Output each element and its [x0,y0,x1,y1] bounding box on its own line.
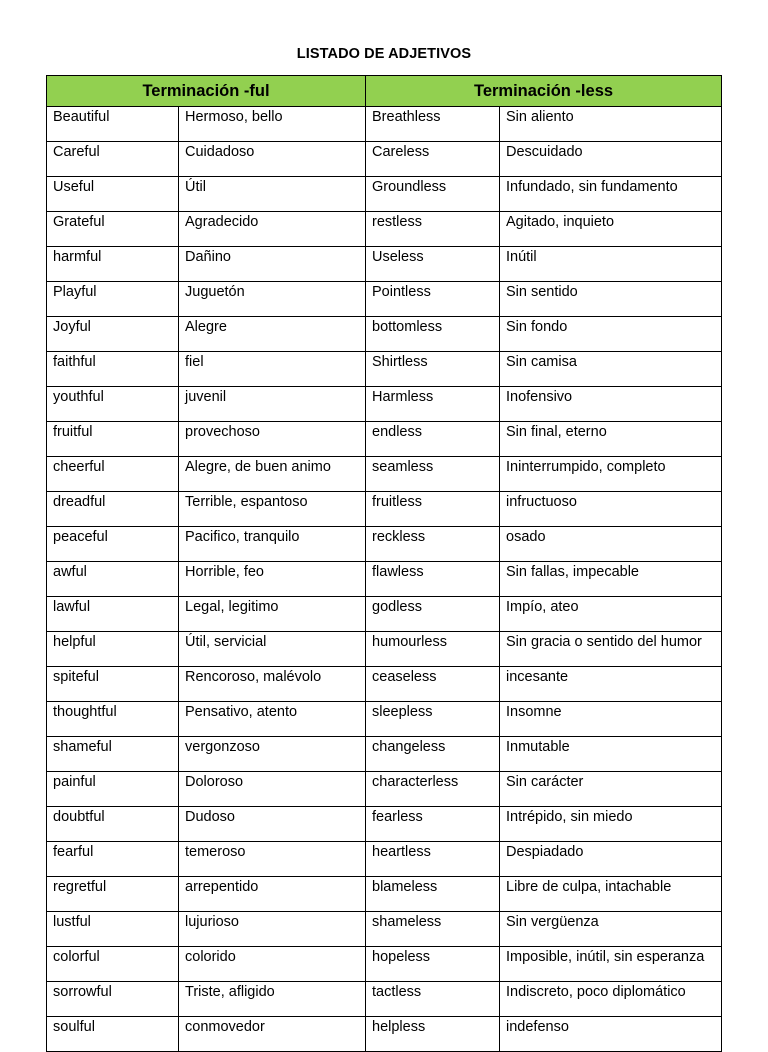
less-translation-cell [500,667,722,702]
table-row [47,877,722,912]
ful-translation-text: Dudoso [185,809,235,825]
table-row [47,247,722,282]
less-adjective-text: heartless [372,844,431,860]
header-less-ending: Terminación -less [366,76,722,107]
ful-translation-text: Pacifico, tranquilo [185,529,300,545]
ful-translation-text: Alegre, de buen animo [185,459,331,475]
table-row [47,492,722,527]
ful-adjective-cell [47,772,179,807]
less-translation-text: Sin camisa [506,354,577,370]
ful-translation-cell [179,212,366,247]
less-translation-cell [500,387,722,422]
table-row [47,457,722,492]
less-translation-text: Insomne [506,704,562,720]
less-adjective-text: blameless [372,879,438,895]
less-translation-cell [500,317,722,352]
ful-translation-cell [179,912,366,947]
ful-translation-text: Agradecido [185,214,259,230]
ful-adjective-text: Useful [53,179,95,195]
ful-adjective-cell [47,632,179,667]
ful-translation-cell [179,877,366,912]
less-adjective-text: endless [372,424,422,440]
less-adjective-text: Groundless [372,179,447,195]
less-adjective-cell [366,597,500,632]
ful-adjective-text: doubtful [53,809,105,825]
table-row [47,352,722,387]
less-translation-text: Sin aliento [506,109,574,125]
less-translation-cell [500,527,722,562]
table-row [47,772,722,807]
ful-translation-cell [179,247,366,282]
ful-adjective-text: Joyful [53,319,91,335]
less-adjective-text: flawless [372,564,424,580]
less-translation-text: Inmutable [506,739,570,755]
table-row [47,982,722,1017]
ful-translation-text: Terrible, espantoso [185,494,308,510]
ful-adjective-cell [47,912,179,947]
ful-translation-cell [179,632,366,667]
ful-adjective-cell [47,877,179,912]
less-adjective-cell [366,1017,500,1052]
table-row [47,597,722,632]
less-translation-text: Ininterrumpido, completo [506,459,666,475]
ful-translation-cell [179,737,366,772]
less-adjective-text: tactless [372,984,422,1000]
less-translation-text: Despiadado [506,844,584,860]
ful-adjective-text: colorful [53,949,100,965]
less-adjective-cell [366,982,500,1017]
ful-adjective-text: lawful [53,599,91,615]
ful-translation-text: Legal, legitimo [185,599,279,615]
less-adjective-text: restless [372,214,422,230]
less-translation-text: Sin gracia o sentido del humor [506,634,702,650]
ful-adjective-text: fruitful [53,424,93,440]
less-adjective-cell [366,562,500,597]
ful-translation-cell [179,352,366,387]
ful-adjective-cell [47,457,179,492]
ful-translation-text: Pensativo, atento [185,704,298,720]
ful-adjective-cell [47,422,179,457]
less-adjective-text: Shirtless [372,354,428,370]
ful-adjective-text: awful [53,564,87,580]
ful-adjective-text: peaceful [53,529,108,545]
less-translation-cell [500,877,722,912]
ful-translation-cell [179,772,366,807]
less-translation-text: Sin carácter [506,774,584,790]
less-translation-cell [500,737,722,772]
ful-adjective-cell [47,597,179,632]
table-row [47,282,722,317]
less-adjective-text: ceaseless [372,669,437,685]
table-row [47,842,722,877]
ful-adjective-text: Beautiful [53,109,110,125]
ful-adjective-cell [47,702,179,737]
ful-translation-cell [179,177,366,212]
less-adjective-cell [366,492,500,527]
table-row [47,212,722,247]
less-adjective-text: shameless [372,914,442,930]
less-adjective-cell [366,422,500,457]
ful-adjective-text: sorrowful [53,984,112,1000]
less-adjective-text: characterless [372,774,459,790]
table-row [47,702,722,737]
ful-translation-text: fiel [185,354,204,370]
less-adjective-cell [366,737,500,772]
less-translation-text: Descuidado [506,144,583,160]
less-translation-cell [500,912,722,947]
less-translation-text: Impío, ateo [506,599,579,615]
ful-translation-text: vergonzoso [185,739,260,755]
ful-adjective-cell [47,352,179,387]
less-adjective-cell [366,877,500,912]
less-translation-text: incesante [506,669,569,685]
page-title: LISTADO DE ADJETIVOS [296,46,472,62]
table-row [47,632,722,667]
less-adjective-text: helpless [372,1019,426,1035]
ful-adjective-text: dreadful [53,494,106,510]
ful-translation-text: Útil [185,179,206,195]
ful-translation-text: conmovedor [185,1019,265,1035]
ful-translation-cell [179,842,366,877]
less-translation-cell [500,142,722,177]
less-translation-text: Indiscreto, poco diplomático [506,984,686,1000]
ful-adjective-text: soulful [53,1019,95,1035]
ful-adjective-text: painful [53,774,96,790]
ful-translation-cell [179,597,366,632]
table-row [47,387,722,422]
ful-translation-text: Doloroso [185,774,244,790]
ful-translation-cell [179,282,366,317]
less-translation-cell [500,212,722,247]
less-translation-cell [500,492,722,527]
less-adjective-cell [366,772,500,807]
less-translation-cell [500,352,722,387]
table-row [47,737,722,772]
ful-adjective-cell [47,947,179,982]
ful-translation-cell [179,317,366,352]
less-translation-cell [500,422,722,457]
less-adjective-text: Useless [372,249,424,265]
ful-translation-cell [179,702,366,737]
less-adjective-cell [366,387,500,422]
ful-adjective-cell [47,107,179,142]
ful-adjective-cell [47,807,179,842]
less-translation-text: Sin fondo [506,319,568,335]
table-body [47,107,722,1052]
ful-translation-text: temeroso [185,844,246,860]
ful-translation-text: Juguetón [185,284,245,300]
ful-translation-text: Triste, afligido [185,984,275,1000]
less-adjective-cell [366,142,500,177]
ful-adjective-text: cheerful [53,459,105,475]
ful-translation-text: Hermoso, bello [185,109,283,125]
less-translation-cell [500,807,722,842]
ful-translation-text: provechoso [185,424,260,440]
less-adjective-text: reckless [372,529,426,545]
less-translation-cell [500,107,722,142]
less-adjective-text: humourless [372,634,447,650]
less-adjective-cell [366,352,500,387]
ful-adjective-cell [47,737,179,772]
less-adjective-text: changeless [372,739,446,755]
less-adjective-text: Careless [372,144,430,160]
ful-adjective-text: harmful [53,249,102,265]
ful-adjective-text: spiteful [53,669,99,685]
ful-adjective-cell [47,667,179,702]
ful-translation-text: arrepentido [185,879,259,895]
ful-adjective-cell [47,982,179,1017]
ful-translation-text: Útil, servicial [185,634,267,650]
ful-adjective-cell [47,527,179,562]
less-translation-text: Inofensivo [506,389,573,405]
less-adjective-text: Harmless [372,389,434,405]
less-adjective-cell [366,702,500,737]
less-adjective-text: sleepless [372,704,433,720]
less-translation-text: Agitado, inquieto [506,214,615,230]
ful-translation-text: lujurioso [185,914,239,930]
less-translation-text: Imposible, inútil, sin esperanza [506,949,705,965]
less-translation-text: Infundado, sin fundamento [506,179,678,195]
table-row [47,1017,722,1052]
less-adjective-cell [366,667,500,702]
ful-translation-text: Alegre [185,319,227,335]
less-translation-cell [500,247,722,282]
ful-translation-cell [179,107,366,142]
less-translation-cell [500,1017,722,1052]
table-row [47,947,722,982]
less-adjective-text: seamless [372,459,434,475]
ful-adjective-cell [47,842,179,877]
less-adjective-cell [366,282,500,317]
table-row [47,807,722,842]
ful-adjective-cell [47,562,179,597]
less-translation-text: osado [506,529,546,545]
table-row [47,527,722,562]
less-adjective-cell [366,842,500,877]
ful-translation-text: Rencoroso, malévolo [185,669,322,685]
less-translation-text: Sin vergüenza [506,914,599,930]
less-adjective-cell [366,632,500,667]
ful-adjective-cell [47,387,179,422]
less-adjective-cell [366,457,500,492]
ful-translation-cell [179,807,366,842]
less-adjective-cell [366,807,500,842]
ful-adjective-cell [47,177,179,212]
ful-adjective-cell [47,212,179,247]
ful-translation-text: Dañino [185,249,231,265]
ful-translation-cell [179,422,366,457]
ful-adjective-cell [47,282,179,317]
header-ful-ending: Terminación -ful [47,76,366,107]
less-translation-text: Intrépido, sin miedo [506,809,633,825]
ful-translation-cell [179,1017,366,1052]
ful-adjective-cell [47,1017,179,1052]
less-adjective-text: fearless [372,809,423,825]
ful-translation-cell [179,527,366,562]
less-adjective-cell [366,317,500,352]
ful-adjective-cell [47,247,179,282]
less-adjective-cell [366,107,500,142]
less-translation-text: Libre de culpa, intachable [506,879,672,895]
less-translation-cell [500,457,722,492]
ful-translation-text: juvenil [185,389,227,405]
less-adjective-cell [366,912,500,947]
less-translation-cell [500,177,722,212]
less-adjective-text: hopeless [372,949,431,965]
less-translation-text: Sin final, eterno [506,424,607,440]
less-translation-text: Sin sentido [506,284,578,300]
ful-adjective-text: Grateful [53,214,105,230]
less-translation-text: infructuoso [506,494,577,510]
less-translation-text: Inútil [506,249,537,265]
less-adjective-cell [366,527,500,562]
ful-translation-cell [179,387,366,422]
adjectives-table [46,75,722,1052]
less-translation-cell [500,702,722,737]
ful-adjective-text: youthful [53,389,104,405]
ful-translation-cell [179,492,366,527]
less-translation-cell [500,842,722,877]
ful-adjective-cell [47,492,179,527]
less-adjective-cell [366,947,500,982]
table-row [47,422,722,457]
less-adjective-cell [366,212,500,247]
less-adjective-text: fruitless [372,494,422,510]
ful-adjective-text: regretful [53,879,107,895]
table-row [47,107,722,142]
ful-translation-cell [179,982,366,1017]
ful-adjective-cell [47,317,179,352]
less-translation-cell [500,597,722,632]
less-adjective-text: godless [372,599,422,615]
less-adjective-text: Breathless [372,109,441,125]
ful-translation-cell [179,142,366,177]
ful-adjective-text: lustful [53,914,91,930]
ful-translation-cell [179,457,366,492]
less-translation-text: Sin fallas, impecable [506,564,639,580]
table-row [47,177,722,212]
ful-adjective-text: Playful [53,284,97,300]
less-adjective-text: Pointless [372,284,431,300]
table-row [47,562,722,597]
ful-adjective-text: thoughtful [53,704,117,720]
less-adjective-text: bottomless [372,319,443,335]
ful-adjective-text: fearful [53,844,94,860]
ful-translation-cell [179,562,366,597]
less-translation-cell [500,282,722,317]
table-header-row [47,76,722,107]
less-adjective-cell [366,177,500,212]
ful-translation-text: Cuidadoso [185,144,255,160]
less-translation-cell [500,947,722,982]
less-translation-cell [500,632,722,667]
table-row [47,912,722,947]
table-row [47,142,722,177]
table-row [47,667,722,702]
less-adjective-cell [366,247,500,282]
table-row [47,317,722,352]
less-translation-cell [500,562,722,597]
ful-adjective-text: Careful [53,144,100,160]
ful-adjective-text: shameful [53,739,112,755]
ful-translation-text: colorido [185,949,236,965]
less-translation-text: indefenso [506,1019,569,1035]
less-translation-cell [500,982,722,1017]
ful-adjective-text: faithful [53,354,96,370]
ful-translation-cell [179,667,366,702]
ful-adjective-cell [47,142,179,177]
less-translation-cell [500,772,722,807]
ful-translation-cell [179,947,366,982]
ful-translation-text: Horrible, feo [185,564,264,580]
ful-adjective-text: helpful [53,634,96,650]
